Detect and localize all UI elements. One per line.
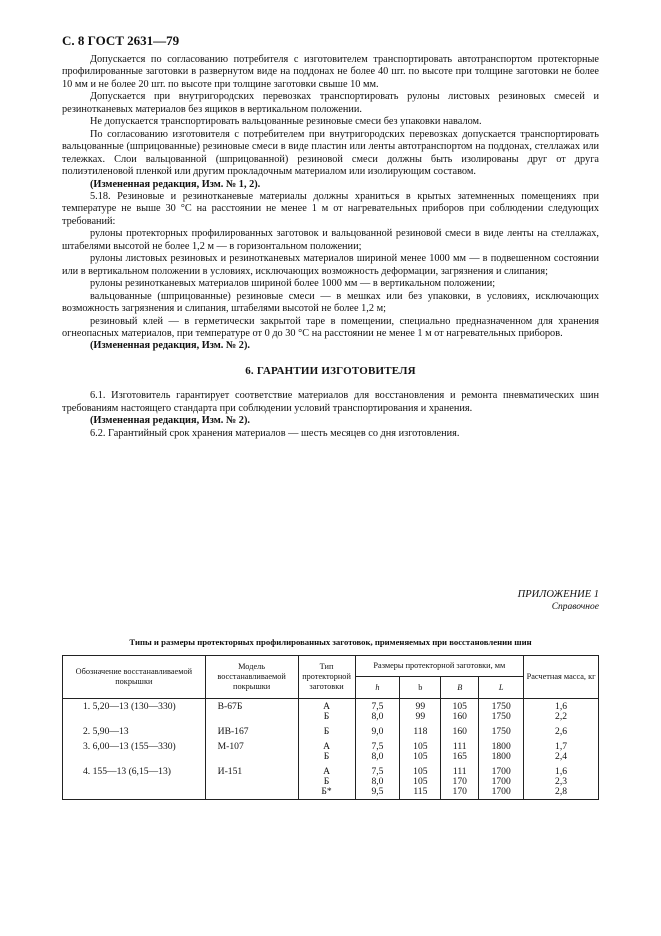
paragraph: Допускается при внутригородских перевозках транспортировать рулоны листовых резиновых смесей и резинотканевых материалов без ящиков в вертикальном положении. [62, 91, 599, 115]
paragraph: 6.1. Изготовитель гарантирует соответствие материалов для восстановления и ремонта пневматических шин требованиям настоящего стандарта при соблюдении условий транспортирования и хранения. [62, 390, 599, 414]
cell-mass: 2,4 [524, 752, 599, 762]
table-row [63, 762, 599, 777]
appendix-subtitle: Справочное [551, 602, 599, 612]
cell-B: 160 [441, 722, 479, 737]
cell-type: А [298, 762, 355, 777]
paragraph: рулоны листовых резиновых и резинотканевых материалов шириной менее 1000 мм — в подвешенном состоянии или в вертикальном положении в условиях, исключающих возможность деформации, загрязнения и слипания; [62, 253, 599, 277]
col-header-type: Тип протекторной заготовки [298, 656, 355, 699]
cell-h: 7,5 [355, 699, 400, 713]
cell-B: 170 [441, 777, 479, 787]
table-title: Типы и размеры протекторных профилированных заготовок, применяемых при восстановлении шин [129, 637, 532, 647]
paragraph: вальцованные (шприцованные) резиновые смеси — в мешках или без упаковки, в условиях, исключающих возможность загрязнения и слипания, штабелями высотой не более 1,2 м; [62, 290, 599, 315]
cell-b: 115 [400, 787, 441, 800]
amendment-note: (Измененная редакция, Изм. № 2). [90, 415, 250, 427]
col-header-model: Модель восстанавливаемой покрышки [205, 656, 298, 699]
appendix-title: ПРИЛОЖЕНИЕ 1 [517, 589, 599, 600]
cell-B: 111 [441, 737, 479, 752]
table-row [63, 712, 599, 722]
cell-L: 1750 [479, 722, 524, 737]
cell-h: 7,5 [355, 762, 400, 777]
cell-mass: 2,6 [524, 722, 599, 737]
cell-designation [63, 712, 206, 722]
cell-model: И-151 [205, 762, 298, 777]
table-row [63, 722, 599, 737]
cell-model [205, 712, 298, 722]
cell-b: 105 [400, 762, 441, 777]
paragraph: Не допускается транспортировать вальцованные резиновые смеси без упаковки навалом. [90, 116, 482, 128]
cell-mass: 2,3 [524, 777, 599, 787]
col-header-h: h [355, 677, 400, 699]
cell-designation [63, 777, 206, 787]
col-header-mass: Расчетная масса, кг [524, 656, 599, 699]
paragraph: По согласованию изготовителя с потребителем при внутригородских перевозках допускается транспортировать вальцованные (шприцованные) резиновые смеси в виде пластин или ленты автотранспортом на поддонах, стеллажах или тележках. Слои вальцованной (шприцованной) резиновой смеси должны быть изолированы друг от друга полиэтиленовой пленкой или другим прокладочным материалом или изолирующим составом. [62, 128, 599, 178]
cell-designation: 1. 5,20—13 (130—330) [63, 699, 206, 713]
paragraph: Допускается по согласованию потребителя с изготовителем транспортировать автотранспортом протекторные профилированные заготовки в развернутом виде на поддонах не более 40 шт. по высоте при толщине заготовки не более 10 мм и не более 20 шт. по высоте при толщине заготовки свыше 10 мм. [62, 54, 599, 90]
cell-type: Б [298, 752, 355, 762]
cell-designation: 3. 6,00—13 (155—330) [63, 737, 206, 752]
cell-designation [63, 787, 206, 800]
paragraph: рулоны протекторных профилированных заготовок и вальцованной резиновой смеси в виде ленты на стеллажах, штабелями высотой не более 1,2 м — в горизонтальном положении; [62, 228, 599, 252]
cell-B: 170 [441, 787, 479, 800]
table-row [63, 752, 599, 762]
cell-model [205, 752, 298, 762]
cell-B: 105 [441, 699, 479, 713]
cell-L: 1800 [479, 737, 524, 752]
cell-type: Б [298, 722, 355, 737]
cell-b: 105 [400, 752, 441, 762]
cell-mass: 2,2 [524, 712, 599, 722]
col-header-L: L [479, 677, 524, 699]
cell-designation: 4. 155—13 (6,15—13) [63, 762, 206, 777]
table-row [63, 699, 599, 713]
section-title: 6. ГАРАНТИИ ИЗГОТОВИТЕЛЯ [245, 364, 416, 377]
cell-b: 105 [400, 737, 441, 752]
cell-designation [63, 752, 206, 762]
cell-h: 7,5 [355, 737, 400, 752]
cell-B: 165 [441, 752, 479, 762]
cell-mass: 1,6 [524, 762, 599, 777]
tread-blanks-table [62, 655, 599, 800]
cell-L: 1700 [479, 777, 524, 787]
cell-h: 8,0 [355, 712, 400, 722]
amendment-note: (Измененная редакция, Изм. № 1, 2). [90, 178, 261, 190]
cell-h: 8,0 [355, 752, 400, 762]
cell-model: В-67Б [205, 699, 298, 713]
table-row [63, 737, 599, 752]
cell-B: 111 [441, 762, 479, 777]
cell-mass: 2,8 [524, 787, 599, 800]
appendix-label [518, 589, 599, 613]
cell-h: 9,0 [355, 722, 400, 737]
table-row [63, 787, 599, 800]
paragraph: 5.18. Резиновые и резинотканевые материалы должны храниться в крытых затемненных помещениях при температуре не выше 30 °С на расстоянии не менее 1 м от нагревательных приборов при соблюдении следующих требований: [62, 190, 599, 227]
cell-mass: 1,6 [524, 699, 599, 713]
table-body [63, 699, 599, 800]
cell-model [205, 777, 298, 787]
cell-model: ИВ-167 [205, 722, 298, 737]
amendment-note: (Измененная редакция, Изм. № 2). [90, 340, 250, 352]
cell-L: 1700 [479, 787, 524, 800]
cell-b: 99 [400, 712, 441, 722]
cell-h: 8,0 [355, 777, 400, 787]
document-body [62, 54, 599, 440]
cell-b: 99 [400, 699, 441, 713]
cell-h: 9,5 [355, 787, 400, 800]
cell-B: 160 [441, 712, 479, 722]
col-header-b: b [400, 677, 441, 699]
cell-L: 1700 [479, 762, 524, 777]
col-header-designation: Обозначение восстанавливаемой покрышки [63, 656, 206, 699]
cell-designation: 2. 5,90—13 [63, 722, 206, 737]
cell-mass: 1,7 [524, 737, 599, 752]
cell-type: А [298, 699, 355, 713]
cell-type: А [298, 737, 355, 752]
cell-L: 1750 [479, 712, 524, 722]
col-header-dims: Размеры протекторной заготовки, мм [355, 656, 524, 677]
paragraph: рулоны резинотканевых материалов шириной более 1000 мм — в вертикальном положении; [90, 278, 496, 290]
cell-b: 118 [400, 722, 441, 737]
cell-L: 1750 [479, 699, 524, 713]
cell-type: Б [298, 712, 355, 722]
cell-type: Б [298, 777, 355, 787]
page-header: С. 8 ГОСТ 2631—79 [62, 33, 180, 48]
cell-model [205, 787, 298, 800]
paragraph: резиновый клей — в герметически закрытой таре в помещении, специально предназначенном для хранения огнеопасных материалов, при температуре от 0 до 30 °С на расстоянии не менее 1 м от нагревательных приборов. [62, 315, 599, 339]
col-header-B: B [441, 677, 479, 699]
cell-L: 1800 [479, 752, 524, 762]
cell-b: 105 [400, 777, 441, 787]
cell-type: Б* [298, 787, 355, 800]
paragraph: 6.2. Гарантийный срок хранения материалов — шесть месяцев со дня изготовления. [90, 427, 460, 439]
cell-model: М-107 [205, 737, 298, 752]
